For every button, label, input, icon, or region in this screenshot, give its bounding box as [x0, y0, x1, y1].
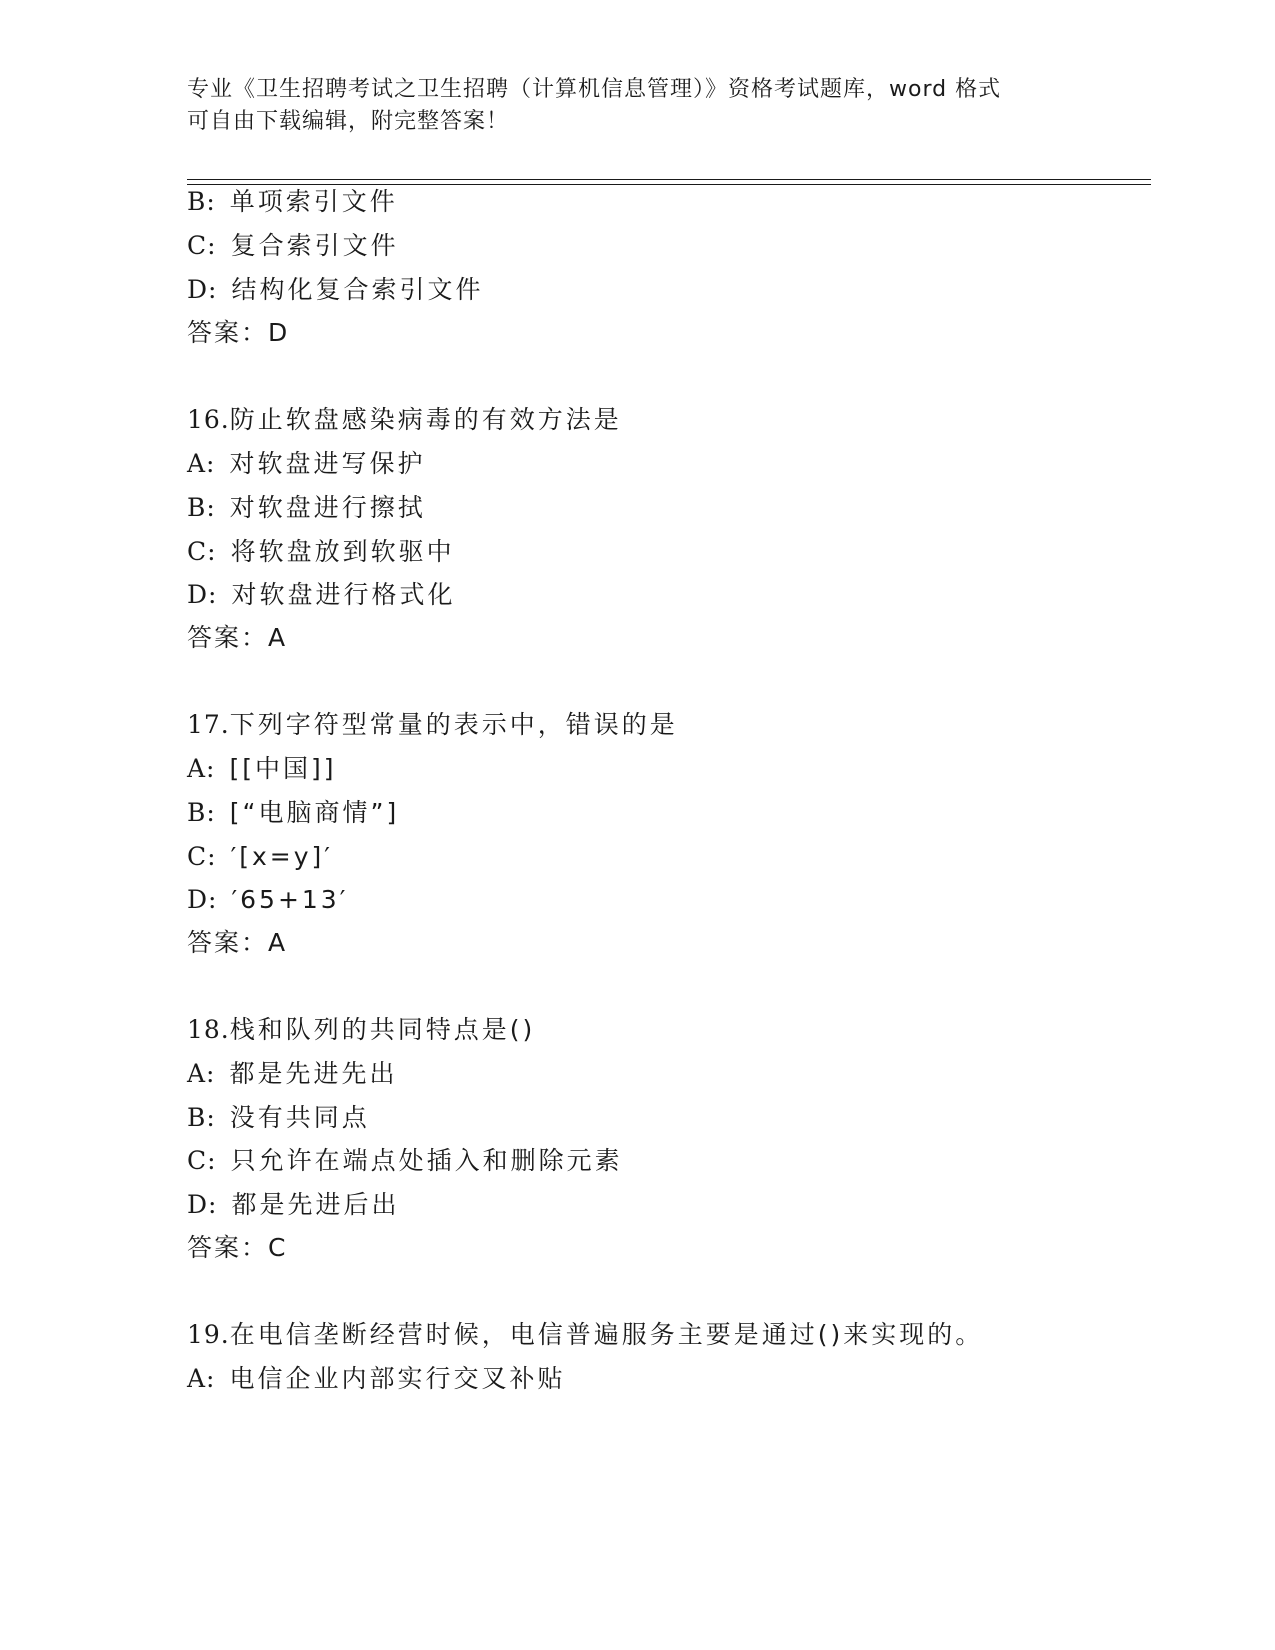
option-text: 只允许在端点处插入和删除元素 — [230, 1146, 623, 1175]
question-text: 栈和队列的共同特点是() — [229, 1015, 536, 1044]
option-label: D: — [187, 275, 218, 304]
option-label: A: — [187, 1059, 216, 1088]
option-d — [187, 580, 455, 610]
question-text: 在电信垄断经营时候，电信普遍服务主要是通过()来实现的。 — [229, 1320, 984, 1349]
option-d — [187, 885, 348, 915]
option-label: C: — [187, 537, 217, 566]
option-text: 电信企业内部实行交叉补贴 — [229, 1364, 566, 1393]
option-label: C: — [187, 842, 217, 871]
question-number: 16. — [187, 405, 230, 434]
question-text: 下列字符型常量的表示中，错误的是 — [229, 710, 678, 739]
option-c — [187, 1146, 623, 1176]
option-d — [187, 275, 483, 305]
header-divider-top — [187, 179, 1151, 180]
option-text: 都是先进先出 — [229, 1059, 398, 1088]
option-label: B: — [187, 493, 216, 522]
option-c — [187, 842, 333, 872]
option-b — [187, 493, 426, 523]
option-text: 都是先进后出 — [231, 1190, 400, 1219]
option-d — [187, 1190, 399, 1220]
header-line-1: 专业《卫生招聘考试之卫生招聘（计算机信息管理）》资格考试题库，word 格式 — [187, 77, 1002, 102]
question-text: 防止软盘感染病毒的有效方法是 — [229, 405, 622, 434]
option-label: A: — [187, 1364, 216, 1393]
option-label: B: — [187, 1103, 216, 1132]
option-text: 将软盘放到软驱中 — [230, 537, 455, 566]
option-label: D: — [187, 580, 218, 609]
option-label: D: — [187, 885, 218, 914]
option-label: B: — [187, 798, 216, 827]
option-c — [187, 537, 455, 567]
option-text: 对软盘进行擦拭 — [229, 493, 426, 522]
option-text: 单项索引文件 — [229, 187, 398, 216]
option-a — [187, 754, 337, 784]
answer: 答案：A — [187, 928, 288, 957]
header-divider-bottom — [187, 184, 1151, 185]
option-b — [187, 798, 399, 828]
option-text: 对软盘进行格式化 — [231, 580, 456, 609]
question-number: 17. — [187, 710, 230, 739]
question-19 — [187, 1320, 983, 1350]
question-number: 19. — [187, 1320, 230, 1349]
option-label: B: — [187, 187, 216, 216]
option-text: 结构化复合索引文件 — [231, 275, 484, 304]
option-a — [187, 1059, 398, 1089]
question-16 — [187, 405, 622, 435]
option-label: A: — [187, 449, 216, 478]
option-text: 没有共同点 — [229, 1103, 370, 1132]
answer: 答案：C — [187, 1233, 288, 1262]
answer: 答案：A — [187, 623, 288, 652]
option-text: ′[x=y]′ — [230, 842, 333, 871]
question-18 — [187, 1015, 535, 1045]
answer: 答案：D — [187, 318, 290, 347]
option-b — [187, 187, 398, 217]
document-header — [187, 74, 1087, 138]
option-label: D: — [187, 1190, 218, 1219]
option-label: C: — [187, 1146, 217, 1175]
header-line-2: 可自由下载编辑，附完整答案！ — [187, 109, 510, 134]
option-text: ′65+13′ — [231, 885, 349, 914]
option-a — [187, 1364, 566, 1394]
option-text: 复合索引文件 — [230, 231, 399, 260]
option-text: [[中国]] — [229, 754, 337, 783]
question-number: 18. — [187, 1015, 230, 1044]
option-text: 对软盘进写保护 — [229, 449, 426, 478]
question-17 — [187, 710, 678, 740]
option-label: A: — [187, 754, 216, 783]
option-c — [187, 231, 399, 261]
option-b — [187, 1103, 370, 1133]
option-a — [187, 449, 426, 479]
option-label: C: — [187, 231, 217, 260]
option-text: [“电脑商情”] — [229, 798, 400, 827]
